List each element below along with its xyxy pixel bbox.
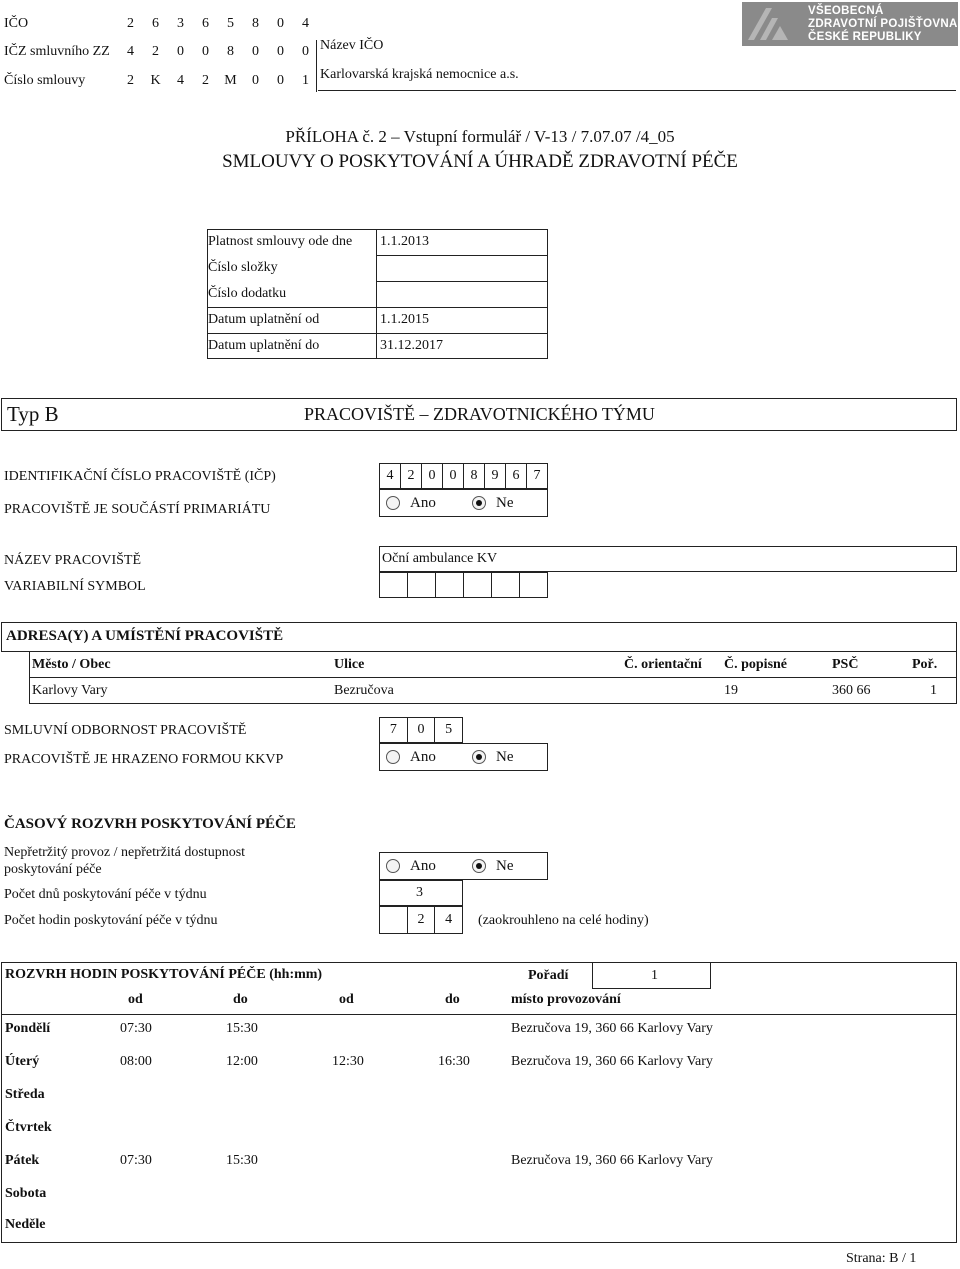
validity-value-apply-to: 31.12.2017 [380, 338, 443, 353]
type-label: Typ B [7, 402, 59, 426]
address-col-psc: PSČ [832, 657, 859, 672]
col-do-1: do [233, 992, 248, 1007]
address-col-city: Město / Obec [32, 657, 111, 672]
primariat-ano-option[interactable]: Ano [386, 495, 472, 512]
ico-label: IČO [4, 16, 29, 31]
workplace-name-field: Oční ambulance KV [379, 546, 957, 572]
address-por: 1 [930, 683, 937, 698]
validity-col-divider [376, 229, 377, 359]
ico-digits: 2 6 3 6 5 8 0 4 [127, 16, 309, 31]
radio-checked-icon[interactable] [472, 496, 486, 510]
table-row: Čtvrtek [5, 1120, 52, 1135]
vs-label: VARIABILNÍ SYMBOL [4, 579, 146, 594]
nonstop-radio-group [379, 852, 548, 880]
address-street: Bezručova [334, 683, 394, 698]
type-bar [1, 398, 957, 431]
primariat-radio-group [379, 489, 548, 517]
specialty-label: SMLUVNÍ ODBORNOST PRACOVIŠTĚ [4, 723, 247, 738]
vzp-logo [742, 2, 958, 46]
table-row: Pátek 07:30 15:30 Bezručova 19, 360 66 Karlovy Vary [5, 1153, 713, 1168]
contract-digits: 2 K 4 2 M 0 0 1 [127, 73, 309, 88]
name-ico-value: Karlovarská krajská nemocnice a.s. [320, 67, 519, 82]
table-row: Úterý 08:00 12:00 12:30 16:30 Bezručova 19, 360 66 Karlovy Vary [5, 1054, 713, 1069]
table-row: Neděle [5, 1217, 46, 1232]
validity-value-apply-from: 1.1.2015 [380, 312, 429, 327]
table-row: Pondělí 07:30 15:30 Bezručova 19, 360 66 Karlovy Vary [5, 1021, 713, 1036]
col-od-2: od [339, 992, 354, 1007]
nonstop-ne-option[interactable]: Ne [472, 858, 514, 875]
primariat-ne-option[interactable]: Ne [472, 495, 514, 512]
hours-label: Počet hodin poskytování péče v týdnu [4, 913, 218, 928]
validity-label-from: Platnost smlouvy ode dne [208, 234, 353, 249]
primariat-label: PRACOVIŠTĚ JE SOUČÁSTÍ PRIMARIÁTU [4, 502, 271, 517]
vs-cells [379, 572, 548, 598]
nonstop-ano-option[interactable]: Ano [386, 858, 472, 875]
address-col-orient: Č. orientační [624, 657, 702, 672]
hours-table-heading: ROZVRH HODIN POSKYTOVÁNÍ PÉČE (hh:mm) [5, 967, 323, 982]
validity-label-amendment: Číslo dodatku [208, 286, 287, 301]
iczz-digits: 4 2 0 0 8 0 0 0 [127, 44, 309, 59]
days-field: 3 [379, 880, 463, 906]
validity-value-from: 1.1.2013 [380, 234, 429, 249]
address-psc: 360 66 [832, 683, 871, 698]
col-place: místo provozování [511, 992, 621, 1007]
col-od-1: od [128, 992, 143, 1007]
name-ico-underline [318, 90, 956, 91]
radio-checked-icon[interactable] [472, 750, 486, 764]
specialty-digits: 7 0 5 [379, 717, 463, 743]
validity-label-apply-to: Datum uplatnění do [208, 338, 320, 353]
kkvp-label: PRACOVIŠTĚ JE HRAZENO FORMOU KKVP [4, 752, 284, 767]
address-popis: 19 [724, 683, 738, 698]
header-divider [316, 40, 317, 92]
address-heading-bar [1, 622, 957, 652]
nonstop-label-1: Nepřetržitý provoz / nepřetržitá dostupnost [4, 845, 246, 860]
radio-unchecked-icon[interactable] [386, 496, 400, 510]
kkvp-ano-option[interactable]: Ano [386, 749, 472, 766]
nonstop-label-2: poskytování péče [4, 862, 102, 877]
days-label: Počet dnů poskytování péče v týdnu [4, 887, 207, 902]
order-field: 1 [592, 962, 711, 989]
order-label: Pořadí [528, 968, 569, 983]
address-table [29, 652, 957, 704]
vzp-logo-icon [746, 6, 790, 42]
validity-label-apply-from: Datum uplatnění od [208, 312, 320, 327]
contract-label: Číslo smlouvy [4, 73, 86, 88]
address-col-por: Poř. [912, 657, 938, 672]
kkvp-radio-group [379, 743, 548, 771]
schedule-heading: ČASOVÝ ROZVRH POSKYTOVÁNÍ PÉČE [4, 816, 296, 832]
page-number: Strana: B / 1 [846, 1251, 917, 1266]
radio-checked-icon[interactable] [472, 859, 486, 873]
address-col-street: Ulice [334, 657, 365, 672]
icp-digits: 4 2 0 0 8 9 6 7 [379, 463, 548, 489]
iczz-label: IČZ smluvního ZZ [4, 44, 110, 59]
col-do-2: do [445, 992, 460, 1007]
table-row: Sobota [5, 1186, 47, 1201]
title-line-1: PŘÍLOHA č. 2 – Vstupní formulář / V-13 / 7.07.07 /4_05 [285, 127, 675, 146]
kkvp-ne-option[interactable]: Ne [472, 749, 514, 766]
address-city: Karlovy Vary [32, 683, 108, 698]
type-heading: PRACOVIŠTĚ – ZDRAVOTNICKÉHO TÝMU [304, 404, 655, 424]
name-ico-label: Název IČO [320, 38, 384, 53]
title-line-2: SMLOUVY O POSKYTOVÁNÍ A ÚHRADĚ ZDRAVOTNÍ PÉČE [222, 151, 738, 172]
radio-unchecked-icon[interactable] [386, 750, 400, 764]
radio-unchecked-icon[interactable] [386, 859, 400, 873]
workplace-name-label: NÁZEV PRACOVIŠTĚ [4, 553, 142, 568]
icp-label: IDENTIFIKAČNÍ ČÍSLO PRACOVIŠTĚ (IČP) [4, 469, 276, 484]
hours-digits: 2 4 [379, 906, 463, 934]
address-col-popis: Č. popisné [724, 657, 788, 672]
validity-label-folder: Číslo složky [208, 260, 278, 275]
hours-note: (zaokrouhleno na celé hodiny) [478, 913, 649, 928]
address-heading: ADRESA(Y) A UMÍSTĚNÍ PRACOVIŠTĚ [6, 628, 284, 644]
table-row: Středa [5, 1087, 45, 1102]
vzp-logo-text: VŠEOBECNÁ ZDRAVOTNÍ POJIŠŤOVNA ČESKÉ REPUBLIKY [808, 5, 958, 43]
